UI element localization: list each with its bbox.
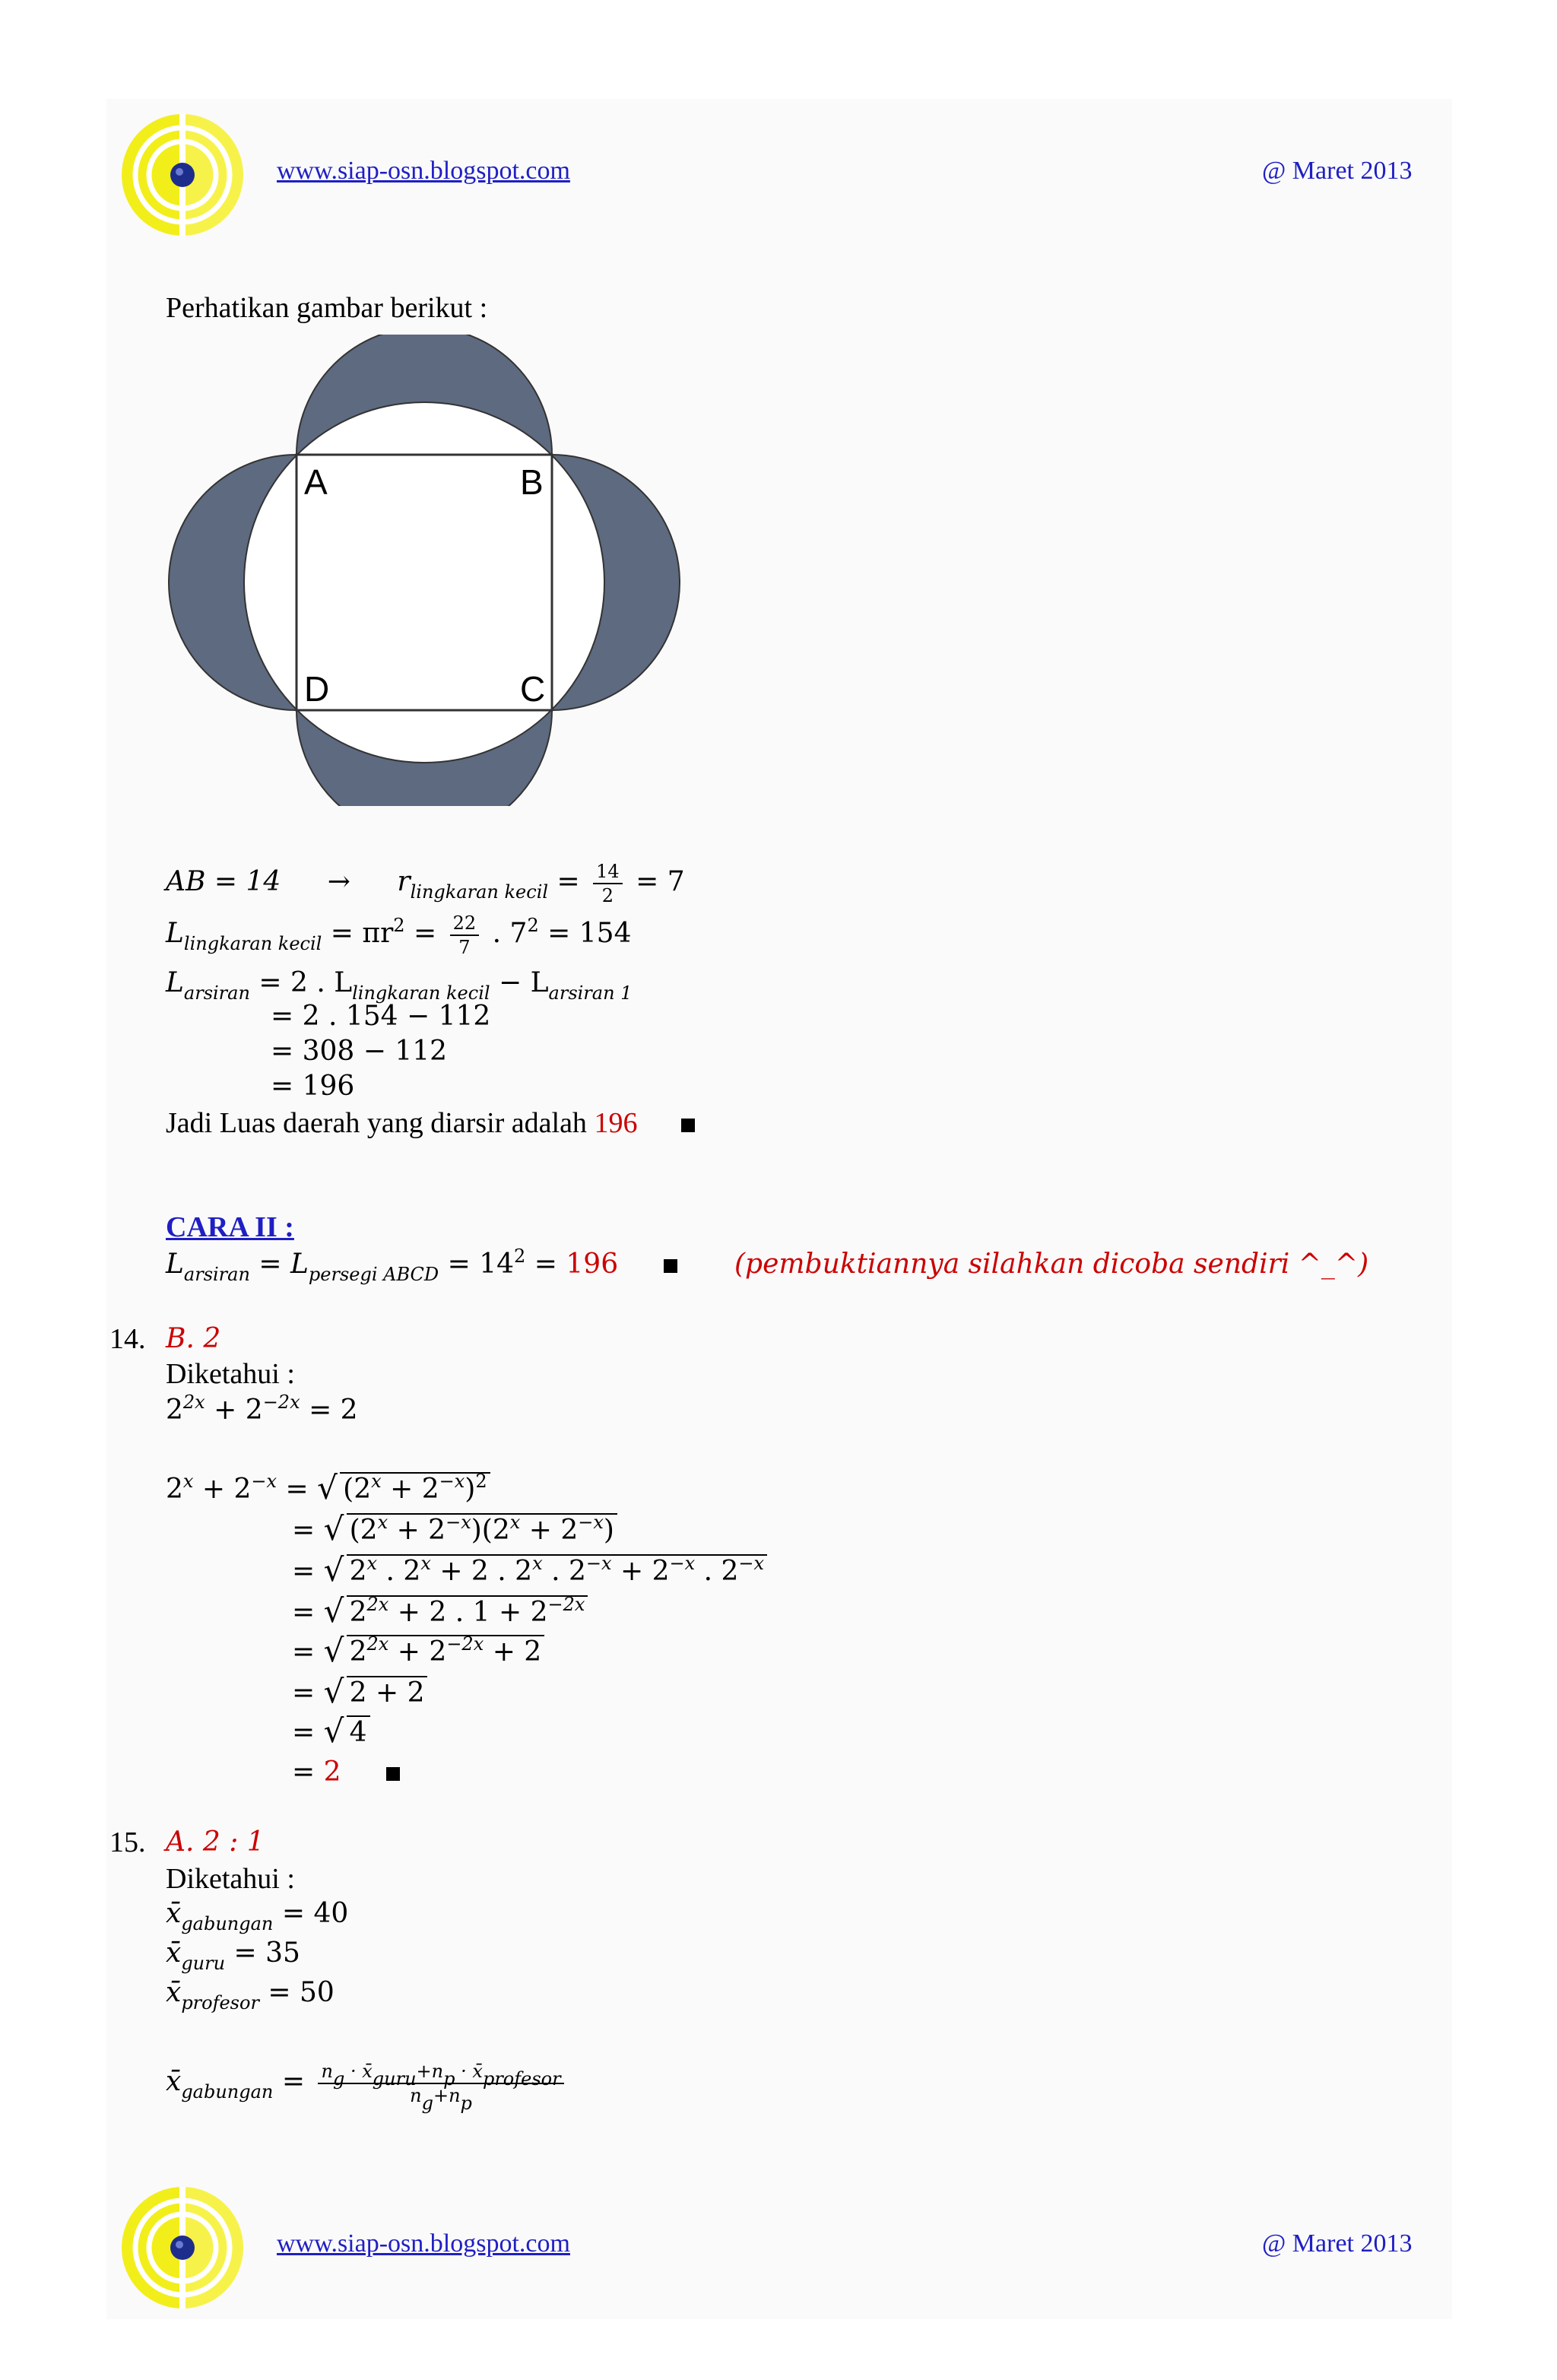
q14-row-1: $2^x + 2^{-x}$ = √ $(2^x + 2^{-x})^2$: [166, 1472, 490, 1507]
label-b: B: [520, 462, 544, 502]
qed-square-icon: [664, 1259, 677, 1273]
geometry-figure: [163, 335, 695, 806]
circumcircle: [244, 402, 604, 763]
footer-url-link[interactable]: www.siap-osn.blogspot.com: [277, 2229, 570, 2258]
figure-intro: Perhatikan gambar berikut :: [166, 292, 488, 324]
eq-step-2: = 2 . 154 − 112: [271, 1001, 491, 1032]
footer-date: @ Maret 2013: [1262, 2229, 1413, 2258]
q14-row-4: = √ $2^{2x} + 2$ . $1 + 2^{-2x}$: [292, 1595, 588, 1630]
q14-answer: B. 2: [166, 1323, 221, 1354]
q15-given-label: Diketahui :: [166, 1863, 295, 1895]
q14-number: 14.: [109, 1323, 146, 1355]
label-d: D: [304, 669, 330, 709]
header-url-link[interactable]: www.siap-osn.blogspot.com: [277, 157, 570, 185]
qed-square-icon: [681, 1119, 695, 1132]
label-a: A: [304, 462, 328, 502]
q14-row-6: = √ 2 + 2: [292, 1676, 427, 1711]
q14-row-3: = √ 2$^x$ . 2$^x$ + 2 . 2$^x$ . $2^{-x} + 2^{-x}$ . $2^{-x}$: [292, 1554, 767, 1589]
q15-number: 15.: [109, 1826, 146, 1858]
header-date: @ Maret 2013: [1262, 157, 1413, 185]
osn-logo-icon: [114, 2179, 251, 2316]
q14-given-label: Diketahui :: [166, 1358, 295, 1390]
eq-area-small-circle: $L_{lingkaran kecil} = \pi r^2$ = $\frac{22}{7}$ . $7^2 = 154$: [166, 912, 632, 958]
osn-logo-icon: [114, 106, 251, 243]
q15-mean-professor: $x̄_{profesor} = 50$: [166, 1977, 335, 2013]
eq-step-4: = 196: [271, 1071, 355, 1102]
cara-ii-heading: CARA II :: [166, 1211, 294, 1243]
conclusion-13: Jadi Luas daerah yang diarsir adalah 196: [166, 1106, 695, 1141]
q14-row-5: = √ $2^{2x} + 2^{-2x} + 2$: [292, 1635, 544, 1670]
fraction-22-7: $\frac{22}{7}$: [450, 914, 480, 957]
eq-ab: AB = $14 \to r_{lingkaran kecil}$ = $\frac{14}{2}$ = 7: [166, 861, 685, 906]
q15-answer: A. 2 : 1: [166, 1826, 265, 1858]
q14-row-8: = 2: [292, 1755, 400, 1790]
fraction-14-2: $\frac{14}{2}$: [593, 862, 623, 905]
eq-step-3: = 308 − 112: [271, 1036, 448, 1067]
q14-row-7: = √ 4: [292, 1715, 370, 1750]
mean-fraction: $\frac{n_g \cdot x̄_{guru}+n_p \cdot x̄_{profesor}}{n_g+n_p}$: [318, 2062, 563, 2105]
q15-formula: $x̄_{gabungan}$ = $\frac{n_g \cdot x̄_{guru}+n_p \cdot x̄_{profesor}}{n_g+n_p}$: [166, 2062, 569, 2105]
eq-area-shaded: $L_{arsiran} = 2$ . $L_{lingkaran kecil} - L_{arsiran 1}$: [166, 967, 633, 1004]
label-c: C: [520, 669, 546, 709]
q15-mean-combined: $x̄_{gabungan} = 40$: [166, 1898, 349, 1934]
qed-square-icon: [386, 1767, 400, 1781]
q14-row-2: = √ $(2^x + 2^{-x})(2^x + 2^{-x})$: [292, 1513, 617, 1548]
cara-ii-equation: $L_{arsiran} = L_{persegi ABCD} = 14^2 = 196$ (pembuktiannya silahkan dicoba sendiri ^_^): [166, 1246, 1369, 1285]
q15-mean-teacher: $x̄_{guru} = 35$: [166, 1937, 300, 1974]
q14-given-eq: $2^{2x} + 2^{-2x} = 2$: [166, 1392, 358, 1426]
